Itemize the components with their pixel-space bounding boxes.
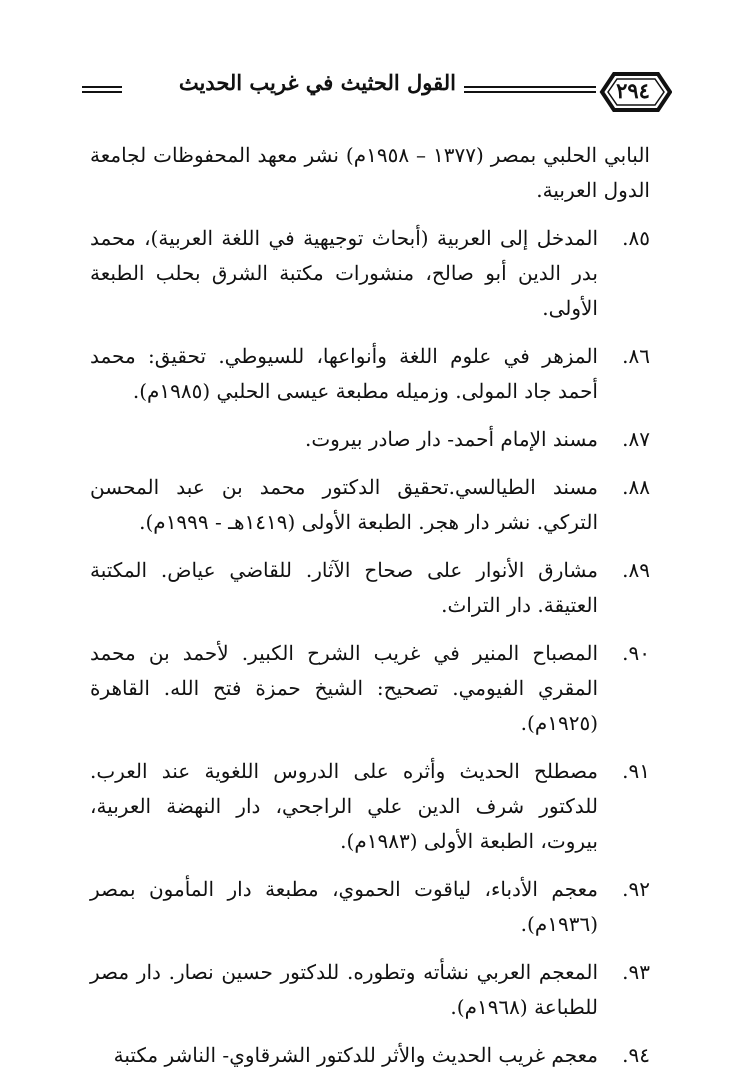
entry-text: مشارق الأنوار على صحاح الآثار. للقاضي عياض. المكتبة العتيقة. دار التراث. [90, 558, 598, 617]
list-item [90, 636, 650, 741]
list-item [90, 553, 650, 623]
list-item [90, 470, 650, 540]
entry-text: معجم الأدباء، لياقوت الحموي، مطبعة دار المأمون بمصر (١٩٣٦م). [90, 877, 598, 936]
entry-number: ٩٢. [622, 877, 650, 901]
entry-text: مصطلح الحديث وأثره على الدروس اللغوية عند العرب. للدكتور شرف الدين علي الراجحي، دار النهضة العربية، بيروت، الطبعة الأولى (١٩٨٣م). [90, 759, 598, 853]
entry-text: المصباح المنير في غريب الشرح الكبير. لأحمد بن محمد المقري الفيومي. تصحيح: الشيخ حمزة فتح الله. القاهرة (١٩٢٥م). [90, 641, 598, 735]
entry-number: ٨٩. [622, 558, 650, 582]
entry-number: ٨٥. [622, 226, 650, 250]
entry-text: المعجم العربي نشأته وتطوره. للدكتور حسين نصار. دار مصر للطباعة (١٩٦٨م). [90, 960, 598, 1019]
bibliography-list [90, 138, 650, 1086]
entry-number: ٩٣. [622, 960, 650, 984]
entry-number: ٩١. [622, 759, 650, 783]
entry-number: ٨٨. [622, 475, 650, 499]
running-title: القول الحثيث في غريب الحديث [178, 70, 456, 95]
entry-number: ٩٠. [622, 641, 650, 665]
entry-text: المزهر في علوم اللغة وأنواعها، للسيوطي. تحقيق: محمد أحمد جاد المولى. وزميله مطبعة عيسى الحلبي (١٩٨٥م). [90, 344, 598, 403]
entry-text: المدخل إلى العربية (أبحاث توجيهية في اللغة العربية)، محمد بدر الدين أبو صالح، منشورات مكتبة الشرق بحلب الطبعة الأولى. [90, 226, 598, 320]
list-item [90, 754, 650, 859]
entry-number: ٩٤. [622, 1043, 650, 1067]
header-rule-left [82, 86, 122, 98]
entry-number: ٨٧. [622, 427, 650, 451]
header-rule-right [464, 86, 596, 98]
page-header [82, 68, 672, 118]
list-item [90, 955, 650, 1025]
entry-text: مسند الطيالسي.تحقيق الدكتور محمد بن عبد المحسن التركي. نشر دار هجر. الطبعة الأولى (١٤١٩هـ - ١٩٩٩م). [90, 475, 598, 534]
list-item [90, 872, 650, 942]
list-item [90, 422, 650, 457]
entry-number: ٨٦. [622, 344, 650, 368]
list-item [90, 339, 650, 409]
entry-text: مسند الإمام أحمد- دار صادر بيروت. [304, 427, 598, 451]
list-item [90, 221, 650, 326]
page-number-badge [594, 70, 672, 114]
continuation-text: البابي الحلبي بمصر (١٣٧٧ – ١٩٥٨م) نشر معهد المحفوظات لجامعة الدول العربية. [90, 143, 650, 202]
list-item [90, 1038, 650, 1073]
page-number: ٢٩٤ [616, 78, 650, 103]
entry-text: معجم غريب الحديث والأثر للدكتور الشرقاوي- الناشر مكتبة [113, 1043, 598, 1067]
